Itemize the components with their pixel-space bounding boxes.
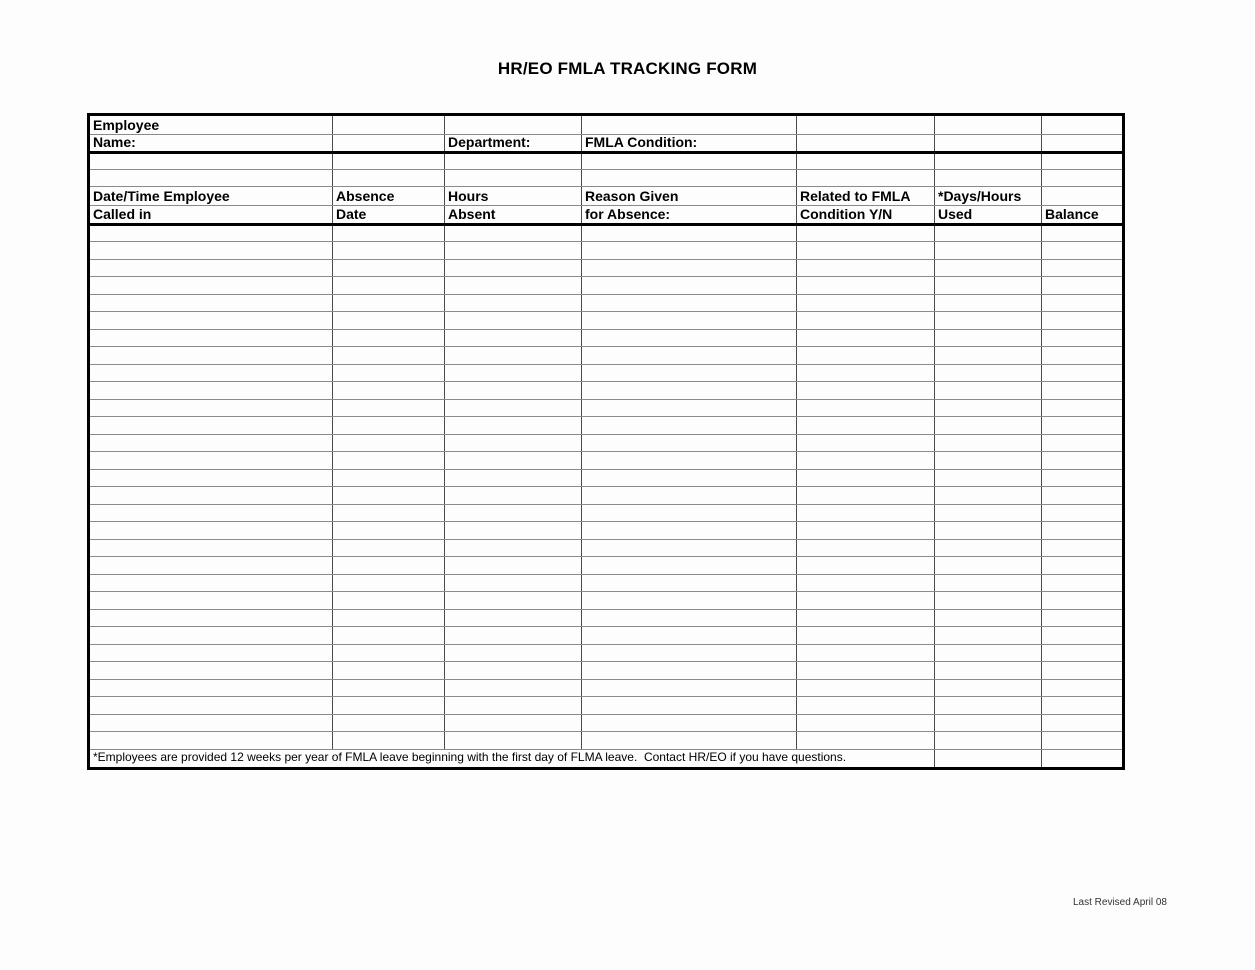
empty-cell (333, 169, 445, 186)
empty-cell (89, 399, 333, 417)
employee-label-line1: Employee (89, 115, 333, 135)
empty-cell (333, 592, 445, 610)
empty-cell (935, 277, 1042, 295)
empty-cell (797, 169, 935, 186)
empty-cell (445, 329, 582, 347)
empty-cell (582, 294, 797, 312)
empty-cell (89, 294, 333, 312)
empty-cell (1042, 312, 1124, 330)
table-row (89, 294, 1124, 312)
empty-cell (333, 242, 445, 260)
table-row (89, 574, 1124, 592)
empty-cell (333, 364, 445, 382)
header-related-fmla-line2: Condition Y/N (797, 205, 935, 224)
empty-cell (797, 504, 935, 522)
empty-cell (582, 399, 797, 417)
header-hours-absent-line1: Hours (445, 186, 582, 205)
empty-cell (89, 592, 333, 610)
empty-cell (797, 135, 935, 153)
empty-cell (582, 469, 797, 487)
empty-cell (89, 417, 333, 435)
empty-cell (333, 609, 445, 627)
table-row (89, 679, 1124, 697)
empty-cell (89, 277, 333, 295)
empty-cell (333, 434, 445, 452)
empty-cell (1042, 627, 1124, 645)
empty-cell (89, 452, 333, 470)
empty-cell (1042, 329, 1124, 347)
empty-cell (89, 224, 333, 242)
empty-cell (935, 135, 1042, 153)
empty-cell (582, 539, 797, 557)
empty-cell (333, 714, 445, 732)
empty-cell (1042, 242, 1124, 260)
empty-cell (89, 574, 333, 592)
empty-cell (1042, 115, 1124, 135)
header-days-hours-used-line2: Used (935, 205, 1042, 224)
empty-cell (1042, 382, 1124, 400)
empty-cell (797, 557, 935, 575)
table-row (89, 417, 1124, 435)
empty-cell (445, 169, 582, 186)
table-row (89, 592, 1124, 610)
empty-cell (333, 557, 445, 575)
department-label: Department: (445, 135, 582, 153)
empty-cell (582, 504, 797, 522)
empty-cell (582, 452, 797, 470)
empty-cell (935, 417, 1042, 435)
empty-cell (797, 609, 935, 627)
table-row (89, 277, 1124, 295)
table-row (89, 732, 1124, 750)
empty-cell (333, 644, 445, 662)
empty-cell (797, 697, 935, 715)
empty-cell (935, 574, 1042, 592)
table-row (89, 697, 1124, 715)
table-row (89, 504, 1124, 522)
empty-cell (582, 152, 797, 169)
empty-cell (582, 522, 797, 540)
empty-cell (445, 364, 582, 382)
table-row (89, 522, 1124, 540)
empty-cell (1042, 452, 1124, 470)
empty-cell (445, 679, 582, 697)
empty-cell (797, 539, 935, 557)
empty-cell (797, 347, 935, 365)
empty-cell (1042, 679, 1124, 697)
empty-cell (89, 329, 333, 347)
empty-cell (445, 347, 582, 365)
empty-cell (333, 504, 445, 522)
empty-cell (1042, 294, 1124, 312)
empty-cell (935, 399, 1042, 417)
empty-cell (582, 329, 797, 347)
header-hours-absent-line2: Absent (445, 205, 582, 224)
header-absence-date-line1: Absence (333, 186, 445, 205)
empty-cell (333, 662, 445, 680)
empty-cell (445, 662, 582, 680)
empty-cell (935, 169, 1042, 186)
empty-cell (797, 115, 935, 135)
empty-cell (333, 382, 445, 400)
empty-cell (935, 329, 1042, 347)
empty-cell (797, 714, 935, 732)
empty-cell (935, 679, 1042, 697)
spacer-row (89, 152, 1124, 169)
empty-cell (89, 714, 333, 732)
empty-cell (333, 399, 445, 417)
table-row (89, 627, 1124, 645)
empty-cell (797, 382, 935, 400)
empty-cell (797, 259, 935, 277)
empty-cell (333, 627, 445, 645)
empty-cell (582, 169, 797, 186)
table-row (89, 364, 1124, 382)
empty-cell (445, 312, 582, 330)
empty-cell (445, 294, 582, 312)
empty-cell (333, 152, 445, 169)
empty-cell (935, 539, 1042, 557)
empty-cell (935, 452, 1042, 470)
empty-cell (797, 592, 935, 610)
empty-cell (935, 609, 1042, 627)
empty-cell (797, 312, 935, 330)
header-balance-line1 (1042, 186, 1124, 205)
empty-cell (935, 434, 1042, 452)
header-related-fmla-line1: Related to FMLA (797, 186, 935, 205)
table-row (89, 539, 1124, 557)
empty-cell (582, 364, 797, 382)
empty-cell (935, 347, 1042, 365)
spacer-row (89, 169, 1124, 186)
empty-cell (797, 469, 935, 487)
empty-cell (582, 277, 797, 295)
empty-cell (797, 242, 935, 260)
empty-cell (1042, 592, 1124, 610)
empty-cell (1042, 487, 1124, 505)
empty-cell (797, 732, 935, 750)
empty-cell (935, 644, 1042, 662)
empty-cell (935, 259, 1042, 277)
empty-cell (797, 364, 935, 382)
empty-cell (333, 539, 445, 557)
empty-cell (333, 294, 445, 312)
empty-cell (582, 242, 797, 260)
footnote-row (89, 749, 1124, 768)
empty-cell (89, 434, 333, 452)
table-row (89, 242, 1124, 260)
empty-cell (89, 662, 333, 680)
empty-cell (935, 312, 1042, 330)
empty-cell (445, 452, 582, 470)
empty-cell (582, 697, 797, 715)
empty-cell (445, 592, 582, 610)
empty-cell (935, 242, 1042, 260)
empty-cell (935, 382, 1042, 400)
empty-cell (797, 574, 935, 592)
empty-cell (333, 452, 445, 470)
empty-cell (445, 469, 582, 487)
fmla-condition-label: FMLA Condition: (582, 135, 797, 153)
empty-cell (582, 627, 797, 645)
empty-cell (333, 347, 445, 365)
employee-name-value-cell (333, 135, 445, 153)
empty-cell (445, 277, 582, 295)
empty-cell (333, 732, 445, 750)
empty-cell (1042, 399, 1124, 417)
table-row (89, 452, 1124, 470)
empty-cell (333, 115, 445, 135)
empty-cell (333, 259, 445, 277)
table-row (89, 347, 1124, 365)
table-row (89, 557, 1124, 575)
empty-cell (333, 679, 445, 697)
header-balance-line2: Balance (1042, 205, 1124, 224)
empty-cell (935, 592, 1042, 610)
empty-cell (445, 609, 582, 627)
empty-cell (1042, 644, 1124, 662)
empty-cell (445, 115, 582, 135)
empty-cell (797, 399, 935, 417)
empty-cell (445, 574, 582, 592)
empty-cell (89, 697, 333, 715)
empty-cell (582, 259, 797, 277)
table-row (89, 399, 1124, 417)
empty-cell (445, 539, 582, 557)
empty-cell (797, 224, 935, 242)
empty-cell (935, 522, 1042, 540)
empty-cell (935, 714, 1042, 732)
empty-cell (582, 592, 797, 610)
empty-cell (445, 259, 582, 277)
empty-cell (1042, 749, 1124, 768)
empty-cell (445, 714, 582, 732)
empty-cell (1042, 714, 1124, 732)
empty-cell (1042, 169, 1124, 186)
empty-cell (582, 609, 797, 627)
revision-note: Last Revised April 08 (1073, 897, 1167, 908)
empty-cell (89, 469, 333, 487)
employee-info-row-2 (89, 135, 1124, 153)
empty-cell (935, 749, 1042, 768)
empty-cell (333, 487, 445, 505)
table-row (89, 662, 1124, 680)
empty-cell (89, 242, 333, 260)
empty-cell (582, 732, 797, 750)
empty-cell (797, 452, 935, 470)
empty-cell (445, 557, 582, 575)
empty-cell (582, 714, 797, 732)
empty-cell (797, 522, 935, 540)
empty-cell (582, 434, 797, 452)
empty-cell (445, 434, 582, 452)
empty-cell (445, 382, 582, 400)
empty-cell (582, 312, 797, 330)
empty-cell (445, 504, 582, 522)
empty-cell (1042, 135, 1124, 153)
empty-cell (1042, 574, 1124, 592)
table-row (89, 382, 1124, 400)
empty-cell (89, 557, 333, 575)
empty-cell (582, 662, 797, 680)
empty-cell (445, 242, 582, 260)
empty-cell (582, 487, 797, 505)
empty-cell (89, 382, 333, 400)
empty-cell (935, 487, 1042, 505)
empty-cell (935, 469, 1042, 487)
empty-cell (582, 115, 797, 135)
empty-cell (333, 224, 445, 242)
empty-cell (445, 417, 582, 435)
empty-cell (1042, 539, 1124, 557)
empty-cell (445, 224, 582, 242)
empty-cell (797, 152, 935, 169)
table-row (89, 609, 1124, 627)
empty-cell (89, 539, 333, 557)
table-row (89, 259, 1124, 277)
empty-cell (89, 169, 333, 186)
empty-cell (935, 504, 1042, 522)
table-row (89, 434, 1124, 452)
table-row (89, 469, 1124, 487)
empty-cell (582, 644, 797, 662)
empty-cell (333, 697, 445, 715)
empty-cell (1042, 609, 1124, 627)
empty-cell (445, 697, 582, 715)
empty-cell (333, 574, 445, 592)
empty-cell (582, 557, 797, 575)
empty-cell (797, 662, 935, 680)
empty-cell (935, 557, 1042, 575)
empty-cell (582, 417, 797, 435)
empty-cell (445, 487, 582, 505)
empty-cell (333, 277, 445, 295)
column-header-row-2 (89, 205, 1124, 224)
empty-cell (89, 259, 333, 277)
table-body-section (89, 224, 1124, 749)
header-reason-given-line1: Reason Given (582, 186, 797, 205)
employee-info-row-1 (89, 115, 1124, 135)
table-row (89, 312, 1124, 330)
empty-cell (797, 487, 935, 505)
empty-cell (1042, 522, 1124, 540)
empty-cell (935, 152, 1042, 169)
empty-cell (89, 347, 333, 365)
empty-cell (1042, 277, 1124, 295)
empty-cell (89, 522, 333, 540)
empty-cell (797, 644, 935, 662)
page-title: HR/EO FMLA TRACKING FORM (497, 59, 758, 78)
empty-cell (89, 152, 333, 169)
empty-cell (1042, 434, 1124, 452)
empty-cell (89, 487, 333, 505)
empty-cell (1042, 224, 1124, 242)
empty-cell (1042, 347, 1124, 365)
table-row (89, 487, 1124, 505)
empty-cell (445, 627, 582, 645)
empty-cell (935, 662, 1042, 680)
empty-cell (797, 329, 935, 347)
empty-cell (333, 329, 445, 347)
empty-cell (89, 609, 333, 627)
empty-cell (333, 522, 445, 540)
empty-cell (89, 644, 333, 662)
empty-cell (333, 417, 445, 435)
empty-cell (1042, 417, 1124, 435)
empty-cell (1042, 364, 1124, 382)
empty-cell (797, 294, 935, 312)
column-header-row-1 (89, 186, 1124, 205)
empty-cell (89, 732, 333, 750)
empty-cell (935, 732, 1042, 750)
empty-cell (445, 732, 582, 750)
header-absence-date-line2: Date (333, 205, 445, 224)
table-header-section (89, 115, 1124, 225)
empty-cell (797, 434, 935, 452)
footnote: *Employees are provided 12 weeks per year of FMLA leave beginning with the first day of FLMA leave. Contact HR/EO if you have questions. (89, 749, 935, 768)
empty-cell (582, 382, 797, 400)
empty-cell (797, 417, 935, 435)
empty-cell (582, 347, 797, 365)
empty-cell (445, 522, 582, 540)
fmla-tracking-table (87, 113, 1125, 770)
empty-cell (582, 679, 797, 697)
empty-cell (333, 469, 445, 487)
empty-cell (582, 224, 797, 242)
empty-cell (1042, 259, 1124, 277)
header-date-time-employee-line1: Date/Time Employee (89, 186, 333, 205)
employee-label-line2: Name: (89, 135, 333, 153)
header-reason-given-line2: for Absence: (582, 205, 797, 224)
empty-cell (333, 312, 445, 330)
empty-cell (89, 679, 333, 697)
empty-cell (935, 294, 1042, 312)
empty-cell (797, 627, 935, 645)
empty-cell (445, 399, 582, 417)
empty-cell (1042, 557, 1124, 575)
empty-cell (935, 224, 1042, 242)
empty-cell (582, 574, 797, 592)
empty-cell (1042, 697, 1124, 715)
empty-cell (1042, 152, 1124, 169)
header-date-time-employee-line2: Called in (89, 205, 333, 224)
header-days-hours-used-line1: *Days/Hours (935, 186, 1042, 205)
empty-cell (89, 504, 333, 522)
empty-cell (797, 277, 935, 295)
empty-cell (935, 364, 1042, 382)
empty-cell (1042, 469, 1124, 487)
empty-cell (1042, 732, 1124, 750)
table-row (89, 714, 1124, 732)
empty-cell (445, 644, 582, 662)
table-footer-section (89, 749, 1124, 768)
table-row (89, 329, 1124, 347)
empty-cell (935, 697, 1042, 715)
empty-cell (89, 364, 333, 382)
empty-cell (935, 115, 1042, 135)
empty-cell (1042, 662, 1124, 680)
table-row (89, 224, 1124, 242)
empty-cell (89, 312, 333, 330)
empty-cell (445, 152, 582, 169)
empty-cell (89, 627, 333, 645)
empty-cell (1042, 504, 1124, 522)
table-row (89, 644, 1124, 662)
empty-cell (797, 679, 935, 697)
empty-cell (935, 627, 1042, 645)
